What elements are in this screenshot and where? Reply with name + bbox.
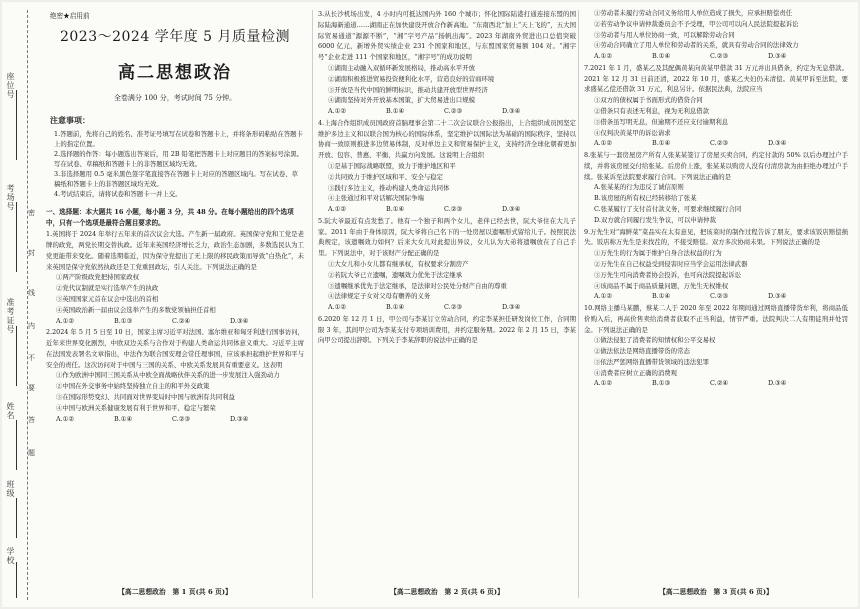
page-footer: 【高二思想政治 第 3 页(共 6 页)】 bbox=[659, 588, 773, 596]
choice-a[interactable]: A.①② bbox=[328, 205, 347, 214]
notice-heading: 注意事项： bbox=[50, 115, 90, 125]
choice-a[interactable]: A.①② bbox=[328, 107, 347, 116]
score-info: 全卷满分 100 分，考试时间 75 分钟。 bbox=[113, 94, 237, 102]
answer-choices bbox=[318, 106, 576, 117]
statement: ②党代议制就是实行选举产生的执政 bbox=[56, 284, 159, 293]
answer-choices bbox=[46, 316, 304, 327]
choice-c[interactable]: C.②③ bbox=[444, 107, 463, 116]
school-label: 学校 bbox=[6, 547, 15, 565]
question-stem: 2.2024 年 5 月 5 日至 10 日，国家主席习近平对法国、塞尔维亚和匈牙利进行国事访问，近年来世界变化剧烈，中欧双边关系与合作对于构建人类命运共同体意义重大。习近平主席在法国发表署名文章指出，中法作为联合国安理会常任理事国，应该承担起维护世界和平与安全的责任。这次访问对于中国与三国的关系、中欧关系发展具有重要意义。这表明 bbox=[46, 328, 304, 369]
exam-title: 2023～2024 学年度 5 月质量检测 bbox=[59, 29, 290, 45]
answer-choices bbox=[46, 414, 304, 425]
statement: ③在国际形势变幻、共同面对世界变局时中国与欧洲有共同利益 bbox=[56, 392, 235, 401]
exam-room-label: 考场号 bbox=[6, 184, 15, 211]
choice-c[interactable]: C.②④ bbox=[710, 379, 729, 388]
question-stem: 7.2021 年 1 月，盛某乙及其配偶黄某向黄某甲借款 31 万元并出具借条，约定为无息借款。2021 年 12 月 31 日前还清，2022 年 10 月，盛某乙夫妇仍未清偿。黄某甲诉至法院，要求盛某乙偿还借款 31 万元，利息另计。依据民法典，法院应当 bbox=[584, 63, 848, 94]
seal-word: 线 bbox=[28, 289, 35, 297]
seal-word: 密 bbox=[28, 209, 35, 217]
class-field[interactable] bbox=[16, 498, 27, 538]
choice-d[interactable]: D.③④ bbox=[230, 316, 249, 325]
statement: ②湖南积极推进贸易投资便利化水平，营造良好的营商环境 bbox=[328, 74, 495, 83]
choice-c[interactable]: C.②③ bbox=[444, 303, 463, 312]
notice-item: 3.非选择题用 0.5 毫米黑色签字笔直接答在答题卡上对应的答题区域内。写在试卷、草稿纸和答题卡上的非答题区域均无效。 bbox=[54, 170, 298, 188]
admission-label: 准考证号 bbox=[6, 298, 15, 334]
seal-word: 答 bbox=[28, 416, 35, 424]
choice-b[interactable]: B.①④ bbox=[386, 107, 405, 116]
page-column-1 bbox=[46, 8, 304, 598]
statement: ③开放是当代中国的鲜明标识，推动共建开放型世界经济 bbox=[328, 85, 488, 94]
statement: ②中国在外交事务中始终坚持独立自主的和平外交政策 bbox=[56, 382, 210, 391]
statement: ④该商品不属于商品质量问题，万先生无权维权 bbox=[594, 281, 729, 290]
choice-d[interactable]: D.③④ bbox=[502, 303, 521, 312]
question-stem: 8.张某与一套房屋房产所有人张某某签订了房屋买卖合同，约定付款的 50% 以后办理过户手续，并将该房屋交付给张某。后房价上涨，张某某以购房人没有付清房款为由拒绝办理过户手续。张某诉至法院要求履行合同。下列说法正确的是 bbox=[584, 150, 848, 181]
choice-b[interactable]: B.①④ bbox=[386, 303, 405, 312]
statement: ①大女儿和小女儿都有继承权，有权要求分割房产 bbox=[328, 259, 469, 268]
statement: ①是基于国际战略联盟，致力于维护地区和平 bbox=[328, 161, 456, 170]
choice-c[interactable]: C.②③ bbox=[444, 205, 463, 214]
choice-c[interactable]: C.张某履行了支付首付款义务，可要求继续履行合同 bbox=[594, 204, 742, 213]
choice-c[interactable]: C.②③ bbox=[710, 292, 729, 301]
statement: ③英国国家元首在议会中选出的首相 bbox=[56, 294, 159, 303]
school-field[interactable] bbox=[16, 562, 27, 598]
statement: ③万先生可向消费者协会投诉，也可向法院提起诉讼 bbox=[594, 270, 741, 279]
choice-b[interactable]: B.该房屋的所有权已经转移给了张某 bbox=[594, 194, 697, 203]
statement: ③践行多边主义，推动构建人类命运共同体 bbox=[328, 183, 450, 192]
statement: ②做法依法是网络直播带货的常态 bbox=[594, 347, 690, 356]
seal-word: 要 bbox=[28, 384, 35, 392]
answer-choices bbox=[584, 138, 848, 149]
page-footer: 【高二思想政治 第 1 页(共 6 页)】 bbox=[118, 588, 232, 596]
statement: ①两产阶级政党把持国家政权 bbox=[56, 273, 140, 282]
choice-b[interactable]: B.①④ bbox=[652, 292, 671, 301]
column-divider bbox=[578, 10, 579, 598]
seal-line bbox=[27, 10, 28, 600]
name-field[interactable] bbox=[16, 420, 27, 470]
question-stem: 10.网络主播马某鹏，蔡某二人于 2020 年至 2022 年期间通过网络直播带货牟利，将商品低价购入后，再高价售卖给消费者获取不正当利益，情节严重。法院判决二人有期徒刑并处罚金。下列说法正确的是 bbox=[584, 303, 848, 334]
question-stem: 1.英国将于 2024 年举行五年来的首次议会大选。产生新一届政府。英国保守党和工党是老牌的政党，两党长期交替执政。近年来英国经济增长乏力，政治生态加剧，多数选民认为工党更能带来变化。随着选期临近，因为保守党提出了无上限的移民政策而导致“白热化”，未来英国是保守党依然执政还是工党重回政坛，引人关注。下列说法正确的是 bbox=[46, 230, 304, 271]
section-heading: 一、选择题：本大题共 16 小题，每小题 3 分，共 48 分。在每小题给出的四个选项中，只有一个选项是最符合题目要求的。 bbox=[46, 208, 294, 227]
choice-a[interactable]: A.①② bbox=[328, 303, 347, 312]
statement: ①湖南主动融入双循环新发展格局，推动高水平开放 bbox=[328, 63, 475, 72]
notice-item: 2.选择题的作答：每小题选出答案后，用 2B 铅笔把答题卡上对应题目的答案标号涂黑。写在试卷、草稿纸和答题卡上的非答题区域均无效。 bbox=[54, 150, 303, 168]
choice-a[interactable]: A.①② bbox=[594, 52, 613, 61]
statement: ①万先生的行为属于维护自身合法权益的行为 bbox=[594, 249, 722, 258]
question-stem: 9.万先生对“海鲜菜”菜品实在太有意见，把该菜时的制作过程告诉了朋友，要求该饭店赔偿损失。饭店称万先生是来找茬的，不接受赔偿。双方多次协商未果。下列说法正确的是 bbox=[584, 227, 848, 247]
statement: ③依法严惩网络直播带货领域的违法犯罪 bbox=[594, 357, 710, 366]
admission-field[interactable] bbox=[16, 326, 27, 386]
choice-c[interactable]: C.②④ bbox=[172, 316, 191, 325]
subject-title: 高二思想政治 bbox=[118, 63, 232, 83]
choice-a[interactable]: A.张某某的行为违反了诚信原则 bbox=[594, 183, 684, 192]
question-stem: 4.上海合作组织成员国政府首脑理事会第二十二次会议联合公报指出，上合组织成员国坚定维护多边主义和以联合国为核心的国际体系，坚定维护以国际法为基础的国际秩序，坚持以协商一致原则推进多边贸易体制，反对单边主义和贸易保护主义，支持经济全球化朝着更加开放、包容、普惠、平衡、共赢方向发展。这说明上合组织 bbox=[318, 118, 576, 160]
question-stem: 3.从长沙机场出发，4 小时内可抵达国内外 160 个城市；怀化国际陆港打通连接东盟的国际陆海新通道……湖南正在加快建设开放合作新高地。“东南西北”加上“天上飞的”，五大国际贸易通道“源源不断”，“湘”字号产品“扬帆出海”。2023 年湖南外贸进出口总值突破 6000 亿元，新增外贸实绩企业 231 个国家和地区，与东盟国家贸易额 104 对。“湘字号”企业走进 111 个国家和地区，“湘字号”的成功说明 bbox=[318, 10, 576, 62]
notice-item: 4.考试结束后，请将试卷和答题卡一并上交。 bbox=[54, 190, 182, 198]
choice-d[interactable]: D.双方就合同履行发生争议，可以申请仲裁 bbox=[594, 215, 716, 224]
statement: ④湖南坚持对外开放基本国策，扩大贸易进出口规模 bbox=[328, 96, 475, 105]
choice-d[interactable]: D.③④ bbox=[230, 414, 249, 423]
choice-a[interactable]: A.①② bbox=[594, 292, 613, 301]
choice-a[interactable]: A.①② bbox=[594, 139, 613, 148]
answer-choices bbox=[584, 291, 848, 302]
choice-d[interactable]: D.③④ bbox=[768, 379, 787, 388]
statement: ③借条虽写明无息，但逾期不还应支付逾期利息 bbox=[594, 117, 729, 126]
statement: ②万先生在自己权益受到侵害时应当学会运用法律武器 bbox=[594, 259, 748, 268]
class-label: 班级 bbox=[6, 480, 15, 498]
choice-d[interactable]: D.③④ bbox=[768, 139, 787, 148]
question-stem: 6.2020 年 12 月 1 日，甲公司与李某订立劳动合同，约定李某担任研发岗位工作，合同期限 3 年，其间甲公司为李某支付专项培训费用，并约定服务期。2022 年 2 月 15 日，李某向甲公司提出辞职。下列关于李某辞职的说法中正确的是 bbox=[318, 314, 576, 345]
statement: ②若阮大爷已立遗嘱，遗嘱效力优先于法定继承 bbox=[328, 270, 463, 279]
choice-c[interactable]: C.②③ bbox=[710, 139, 729, 148]
choice-d[interactable]: D.③④ bbox=[768, 292, 787, 301]
binding-margin bbox=[2, 2, 42, 607]
choice-c[interactable]: C.②③ bbox=[172, 414, 191, 423]
answer-choices bbox=[318, 204, 576, 215]
statement: ②若劳动争议申请仲裁委员会不予受理，甲公司可以向人民法院提起诉讼 bbox=[594, 19, 799, 28]
statement: ④法律规定子女对父母有赡养的义务 bbox=[328, 292, 431, 301]
statement: ③劳动者与用人单位协商一致，可以解除劳动合同 bbox=[594, 30, 735, 39]
statement: ④仅判决黄某甲的诉讼请求 bbox=[594, 128, 671, 137]
answer-choices bbox=[318, 302, 576, 313]
choice-c[interactable]: C.②③ bbox=[710, 52, 729, 61]
column-divider bbox=[312, 10, 313, 598]
seat-number-label: 座位号 bbox=[6, 72, 15, 99]
answer-choices bbox=[584, 378, 848, 389]
statement: ④英国政治新一届由议会选举产生的多数党领袖担任首相 bbox=[56, 305, 216, 314]
seal-word: 内 bbox=[28, 322, 35, 330]
choice-b[interactable]: B.①④ bbox=[652, 52, 671, 61]
statement: ④主张通过和平对话解决国际争端 bbox=[328, 194, 424, 203]
statement: ①做法侵犯了消费者的知情权和公平交易权 bbox=[594, 336, 716, 345]
statement: ④消费者应树立正确的消费观 bbox=[594, 368, 678, 377]
statement: ①劳动者未履行劳动合同义务给用人单位造成了损失，应承担赔偿责任 bbox=[594, 9, 793, 17]
notice-item: 1.答题前，先将自己的姓名、准考证号填写在试卷和答题卡上，并将条形码粘贴在答题卡上的指定位置。 bbox=[54, 130, 303, 148]
choice-b[interactable]: B.①④ bbox=[114, 414, 133, 423]
choice-d[interactable]: D.③④ bbox=[502, 107, 521, 116]
statement: ①作为欧洲中国同三国关系从中欧全面战略伙伴关系的进一步发展注入强劲动力 bbox=[56, 371, 280, 380]
choice-a[interactable]: A.①② bbox=[594, 379, 613, 388]
choice-d[interactable]: D.③④ bbox=[768, 52, 787, 61]
statement: ②借条只有表述无利息，视为无利息借款 bbox=[594, 106, 710, 115]
choice-b[interactable]: B.①④ bbox=[652, 139, 671, 148]
seal-word: 题 bbox=[28, 449, 35, 457]
seat-number-field[interactable] bbox=[16, 90, 27, 160]
statement: ③遗嘱继承优先于法定继承，是法律对公民处分财产自由的尊重 bbox=[328, 281, 507, 290]
question-stem: 5.阮大爷最近有点发愁了。他有一个独子和两个女儿，老伴已经去世，阮大爷住在大儿子家。2011 年由于身体原因，阮大爷将自己名下的一处房屋以遗嘱形式留给儿子。按照民法典规定，该遗嘱效力如何？后来大女儿对此提出异议，女儿认为大弟将遗嘱放在了自己手里。下列说法中，对于该财产分配正确的是 bbox=[318, 216, 576, 258]
page-column-2 bbox=[318, 8, 576, 598]
page-footer: 【高二思想政治 第 2 页(共 6 页)】 bbox=[390, 588, 504, 596]
page-column-3 bbox=[584, 8, 848, 598]
choice-d[interactable]: D.③④ bbox=[502, 205, 521, 214]
statement: ②共同致力于维护区域和平、安全与稳定 bbox=[328, 172, 444, 181]
choice-b[interactable]: B.①④ bbox=[386, 205, 405, 214]
statement: ④中国与欧洲关系健康发展有利于世界和平、稳定与繁荣 bbox=[56, 403, 216, 412]
exam-sheet bbox=[2, 2, 858, 607]
exam-room-field[interactable] bbox=[16, 202, 27, 272]
secret-mark: 绝密★启用前 bbox=[50, 12, 90, 20]
name-label: 姓名 bbox=[6, 402, 15, 420]
choice-b[interactable]: B.①③ bbox=[114, 316, 133, 325]
seal-word: 不 bbox=[28, 354, 35, 362]
choice-b[interactable]: B.①③ bbox=[652, 379, 671, 388]
answer-choices bbox=[584, 51, 848, 62]
statement: ①双方的债权属于书面形式的借贷合同 bbox=[594, 96, 703, 105]
statement: ④劳动合同确立了用人单位和劳动者的关系，就具有劳动合同的法律效力 bbox=[594, 41, 799, 50]
seal-word: 封 bbox=[28, 249, 35, 257]
choice-a[interactable]: A.①② bbox=[56, 316, 75, 325]
choice-a[interactable]: A.①② bbox=[56, 414, 75, 423]
